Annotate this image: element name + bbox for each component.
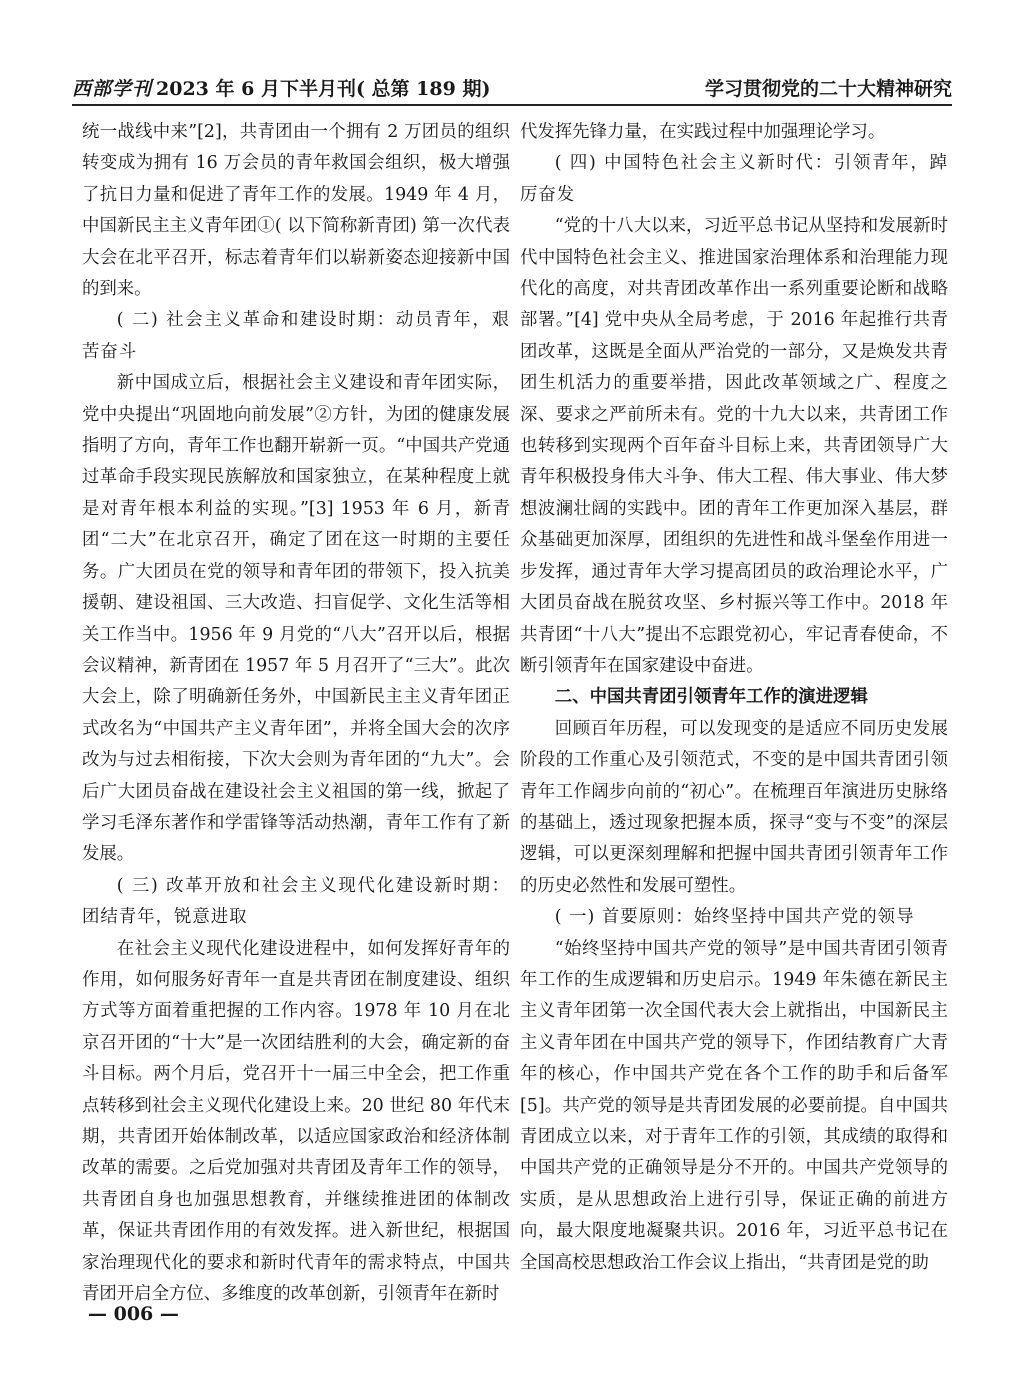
section-heading: 二、中国共青团引领青年工作的演进逻辑 [554, 687, 868, 708]
left-column [82, 117, 510, 1310]
right-column [520, 117, 948, 1279]
paragraph: 回顾百年历程，可以发现变的是适应不同历史发展阶段的工作重心及引领范式，不变的是中国共青团引领青年工作阔步向前的“初心”。在梳理百年演进历史脉络的基础上，透过现象把握本质，探寻“变与不变”的深层逻辑，可以更深刻理解和把握中国共青团引领青年工作的历史必然性和发展可塑性。 [520, 718, 948, 896]
journal-logo: 西部学刊 [72, 78, 153, 100]
subsection-heading: ( 一) 首要原则：始终坚持中国共产党的领导 [554, 907, 915, 928]
issue-info: 2023 年 6 月下半月刊( 总第 189 期) [156, 78, 491, 100]
section-title: 学习贯彻党的二十大精神研究 [704, 78, 952, 100]
running-header [72, 70, 952, 106]
subsection-heading: ( 四) 中国特色社会主义新时代：引领青年，踔厉奋发 [520, 153, 948, 205]
paragraph: 在社会主义现代化建设进程中，如何发挥好青年的作用，如何服务好青年一直是共青团在制度建设、组织方式等方面着重把握的工作内容。1978 年 10 月在北京召开团的“十大”是一次团结胜利的大会，确定新的奋斗目标。两个月后，党召开十一届三中全会，把工作重点转移到社会主义现代化建设上来。20 世纪 80 年代末期，共青团开始体制改革，以适应国家政治和经济体制改革的需要。之后党加强对共青团及青年工作的领导，共青团自身也加强思想教育，并继续推进团的体制改革，保证共青团作用的有效发挥。进入新世纪，根据国家治理现代化的要求和新时代青年的需求特点，中国共青团开启全方位、多维度的改革创新，引领青年在新时 [82, 938, 510, 1305]
paragraph: 代发挥先锋力量，在实践过程中加强理论学习。 [520, 122, 886, 142]
paragraph: 新中国成立后，根据社会主义建设和青年团实际，党中央提出“巩固地向前发展”②方针，为团的健康发展指明了方向，青年工作也翻开崭新一页。“中国共产党通过革命手段实现民族解放和国家独立，在某种程度上就是对青年根本利益的实现。”[3] 1953 年 6 月，新青团“二大”在北京召开，确定了团在这一时期的主要任务。广大团员在党的领导和青年团的带领下，投入抗美援朝、建设祖国、三大改造、扫盲促学、文化生活等相关工作当中。1956 年 9 月党的“八大”召开以后，根据会议精神，新青团在 1957 年 5 月召开了“三大”。此次大会上，除了明确新任务外，中国新民主主义青年团正式改名为“中国共产主义青年团”，并将全国大会的次序改为与过去相衔接，下次大会则为青年团的“九大”。会后广大团员奋战在建设社会主义祖国的第一线，掀起了学习毛泽东著作和学雷锋等活动热潮，青年工作有了新发展。 [82, 373, 510, 865]
page-number: — 006 — [88, 1303, 179, 1325]
subsection-heading: ( 三) 改革开放和社会主义现代化建设新时期：团结青年，锐意进取 [82, 875, 510, 928]
subsection-heading: ( 二) 社会主义革命和建设时期：动员青年，艰苦奋斗 [82, 310, 510, 362]
paragraph: “党的十八大以来，习近平总书记从坚持和发展新时代中国特色社会主义、推进国家治理体系和治理能力现代化的高度，对共青团改革作出一系列重要论断和战略部署。”[4] 党中央从全局考虑，于 2016 年起推行共青团改革，这既是全面从严治党的一部分，又是焕发共青团生机活力的重要举措，因此改革领域之广、程度之深、要求之严前所未有。党的十九大以来，共青团工作也转移到实现两个百年奋斗目标上来，共青团领导广大青年积极投身伟大斗争、伟大工程、伟大事业、伟大梦想波澜壮阔的实践中。团的青年工作更加深入基层，群众基础更加深厚，团组织的先进性和战斗堡垒作用进一步发挥，通过青年大学习提高团员的政治理论水平，广大团员奋战在脱贫攻坚、乡村振兴等工作中。2018 年共青团“十八大”提出不忘跟党初心，牢记青春使命，不断引领青年在国家建设中奋进。 [520, 216, 948, 676]
paragraph: 统一战线中来”[2]，共青团由一个拥有 2 万团员的组织转变成为拥有 16 万会员的青年救国会组织，极大增强了抗日力量和促进了青年工作的发展。1949 年 4 月，中国新民主主义青年团①( 以下简称新青团) 第一次代表大会在北平召开，标志着青年们以崭新姿态迎接新中国的到来。 [82, 122, 510, 300]
paragraph: “始终坚持中国共产党的领导”是中国共青团引领青年工作的生成逻辑和历史启示。1949 年朱德在新民主主义青年团第一次全国代表大会上就指出，中国新民主主义青年团在中国共产党的领导下，作团结教育广大青年的核心，作中国共产党在各个工作的助手和后备军[5]。共产党的领导是共青团发展的必要前提。自中国共青团成立以来，对于青年工作的引领，其成绩的取得和中国共产党的正确领导是分不开的。中国共产党领导的实质，是从思想政治上进行引导，保证正确的前进方向，最大限度地凝聚共识。2016 年，习近平总书记在全国高校思想政治工作会议上指出，“共青团是党的助 [520, 938, 948, 1273]
